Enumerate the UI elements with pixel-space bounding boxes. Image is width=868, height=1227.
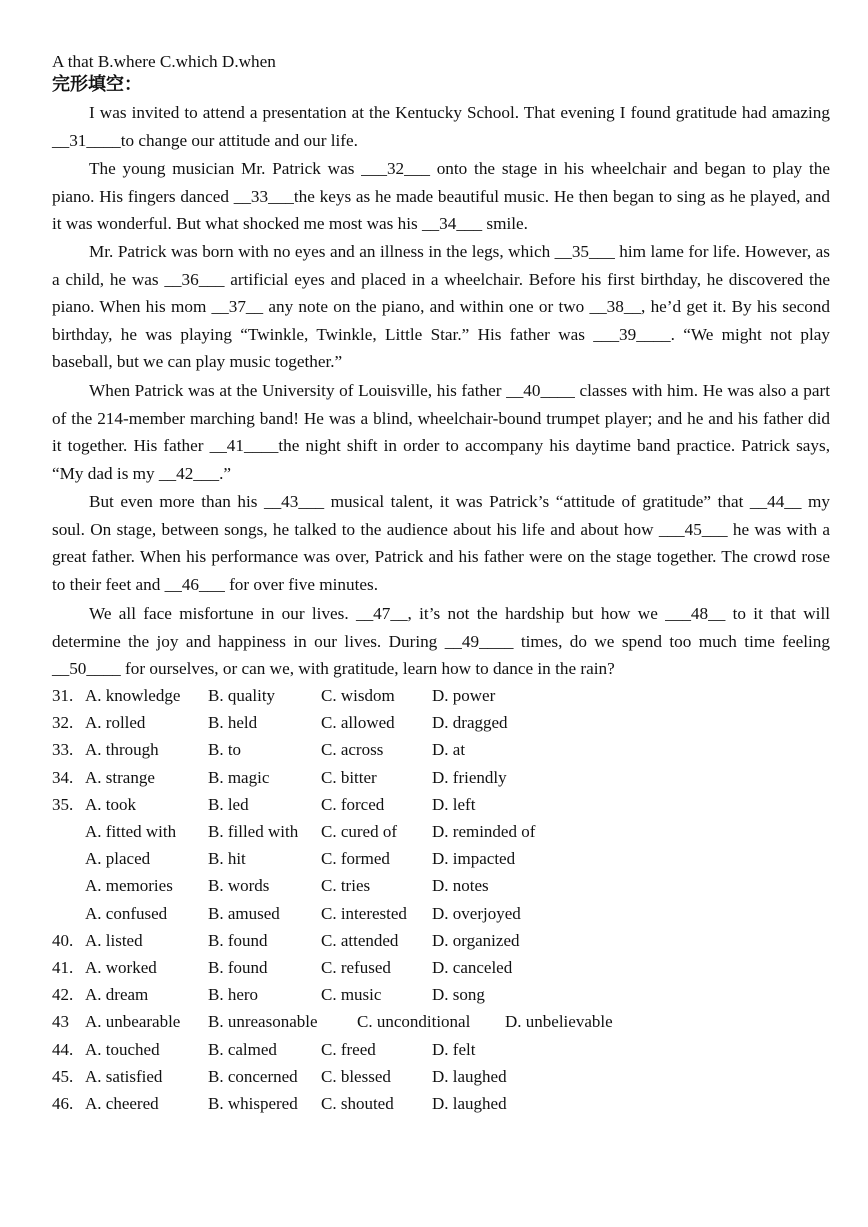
option-d: D. power xyxy=(432,686,496,705)
option-d: D. unbelievable xyxy=(505,1012,613,1032)
option-d: D. laughed xyxy=(432,1066,507,1086)
passage-paragraph-2: The young musician Mr. Patrick was ___32___ onto the stage in his wheelchair and began to play the piano. His fingers danced __33___the keys as he made beautiful music. He then began to sing as he played, and it was wonderful. But what shocked me most was his __34___ smile. xyxy=(52,159,830,234)
option-c: C. wisdom xyxy=(321,686,395,705)
question-number: 40. xyxy=(52,930,74,950)
option-a: A. touched xyxy=(85,1039,160,1059)
question-number: 31. xyxy=(52,686,74,705)
option-b: B. found xyxy=(208,958,268,977)
option-c: C. across xyxy=(321,740,384,760)
option-c: C. shouted xyxy=(321,1094,394,1113)
option-c: C. cured of xyxy=(321,822,398,841)
question-number: 45. xyxy=(52,1066,74,1086)
option-b: B. led xyxy=(208,794,249,814)
option-a: A. confused xyxy=(85,903,168,923)
option-b: B. hero xyxy=(208,985,259,1005)
passage-paragraph-1: I was invited to attend a presentation at the Kentucky School. That evening I found gratitude had amazing __31____to change our attitude and our life. xyxy=(52,103,830,150)
option-c: C. music xyxy=(321,985,382,1005)
option-a: A. placed xyxy=(85,849,151,869)
option-a: A. took xyxy=(85,794,136,814)
question-number: 33. xyxy=(52,740,74,760)
option-d: D. reminded of xyxy=(432,822,536,841)
option-a: A. strange xyxy=(85,767,155,787)
passage-paragraph-6: We all face misfortune in our lives. __47__, it’s not the hardship but how we ___48__ to it that will determine the joy and happiness in our lives. During __49____ times, do we spend too much time feeling __50____ for ourselves, or can we, with gratitude, learn how to dance in the rain? xyxy=(52,604,830,679)
option-d: D. notes xyxy=(432,876,489,896)
question-number: 41. xyxy=(52,958,74,977)
question-number: 42. xyxy=(52,985,74,1005)
option-c: C. formed xyxy=(321,849,390,869)
passage-paragraph-4: When Patrick was at the University of Louisville, his father __40____ classes with him. He was also a part of the 214-member marching band! He was a blind, wheelchair-bound trumpet player; and he and his father did it together. His father __41____the night shift in order to accompany his daytime band practice. Patrick says, “My dad is my __42___.” xyxy=(52,381,830,483)
question-number: 35. xyxy=(52,794,74,814)
option-a: A. through xyxy=(85,740,159,760)
question-number: 44. xyxy=(52,1039,74,1059)
option-a: A. worked xyxy=(85,958,157,977)
option-d: D. left xyxy=(432,794,476,814)
option-b: B. found xyxy=(208,930,268,950)
option-a: A. fitted with xyxy=(85,822,177,841)
option-b: B. hit xyxy=(208,849,246,869)
question-number: 32. xyxy=(52,713,74,733)
option-a: A. cheered xyxy=(85,1094,159,1113)
option-b: B. quality xyxy=(208,686,276,705)
option-c: C. unconditional xyxy=(357,1012,471,1032)
option-d: D. at xyxy=(432,740,466,760)
option-c: C. interested xyxy=(321,903,407,923)
option-c: C. blessed xyxy=(321,1066,391,1086)
option-b: B. calmed xyxy=(208,1039,277,1059)
option-d: D. dragged xyxy=(432,713,508,733)
option-d: D. canceled xyxy=(432,958,513,977)
option-b: B. held xyxy=(208,713,258,733)
question-number: 46. xyxy=(52,1094,74,1113)
passage-paragraph-3: Mr. Patrick was born with no eyes and an illness in the legs, which __35___ him lame for life. However, as a child, he was __36___ artificial eyes and placed in a wheelchair. Before his first birthday, he discovered the piano. When his mom __37__ any note on the piano, and within one or two __38__, he’d get it. By his second birthday, he was playing “Twinkle, Twinkle, Little Star.” His father was ___39____. “We might not play baseball, but we can play music together.” xyxy=(52,242,830,372)
option-b: B. unreasonable xyxy=(208,1012,318,1032)
option-c: C. allowed xyxy=(321,713,395,733)
option-a: A. memories xyxy=(85,876,173,896)
option-a: A. knowledge xyxy=(85,686,181,705)
option-b: B. concerned xyxy=(208,1066,298,1086)
option-c: C. freed xyxy=(321,1039,376,1059)
question-number: 43 xyxy=(52,1012,69,1032)
option-d: D. felt xyxy=(432,1039,476,1059)
option-b: B. magic xyxy=(208,767,270,787)
option-a: A. unbearable xyxy=(85,1012,181,1032)
option-d: D. friendly xyxy=(432,767,507,787)
option-b: B. to xyxy=(208,740,242,760)
question-number: 34. xyxy=(52,767,74,787)
option-b: B. words xyxy=(208,876,270,896)
option-b: B. whispered xyxy=(208,1094,298,1113)
option-d: D. impacted xyxy=(432,849,516,869)
option-a: A. rolled xyxy=(85,713,146,733)
option-c: C. bitter xyxy=(321,767,377,787)
option-c: C. forced xyxy=(321,794,385,814)
section-title: 完形填空： xyxy=(52,74,142,95)
option-a: A. satisfied xyxy=(85,1066,163,1086)
option-c: C. refused xyxy=(321,958,391,977)
option-a: A. listed xyxy=(85,930,143,950)
option-c: C. attended xyxy=(321,930,399,950)
top-options-line: A that B.where C.which D.when xyxy=(52,52,276,71)
option-a: A. dream xyxy=(85,985,149,1005)
option-d: D. song xyxy=(432,985,485,1005)
option-d: D. organized xyxy=(432,930,520,950)
passage-paragraph-5: But even more than his __43___ musical talent, it was Patrick’s “attitude of gratitude” that __44__ my soul. On stage, between songs, he talked to the audience about his life and about how ___45___ he was with a great father. When his performance was over, Patrick and his father were on the stage together. The crowd rose to their feet and __46___ for over five minutes. xyxy=(52,492,830,594)
option-d: D. laughed xyxy=(432,1094,507,1113)
option-d: D. overjoyed xyxy=(432,903,521,923)
option-b: B. amused xyxy=(208,903,280,923)
option-b: B. filled with xyxy=(208,822,299,841)
option-c: C. tries xyxy=(321,876,371,896)
